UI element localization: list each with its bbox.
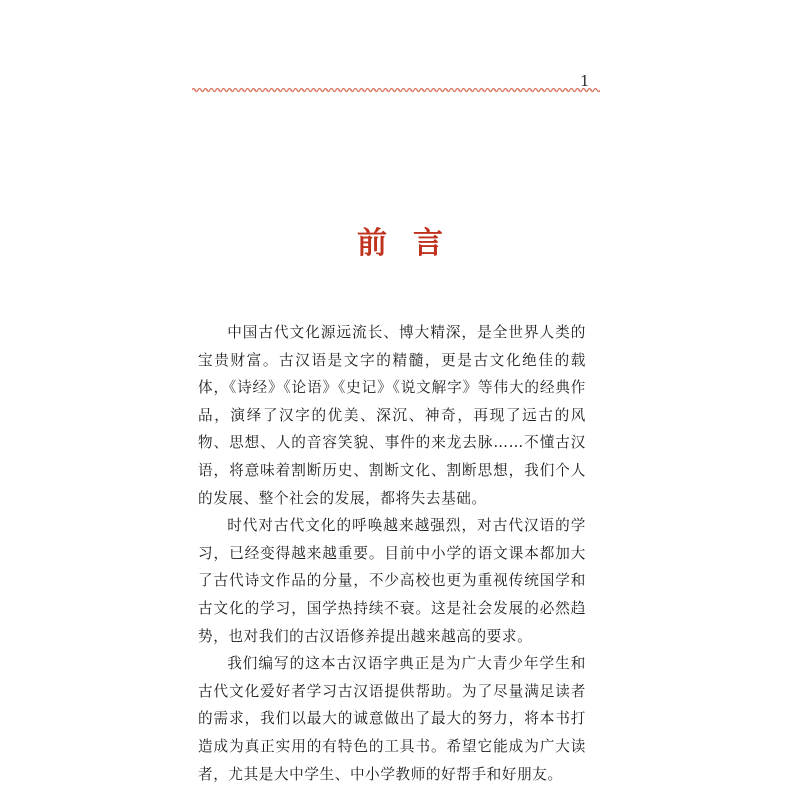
rule-dot	[302, 89, 304, 91]
rule-dot	[542, 89, 544, 91]
rule-dot	[458, 89, 460, 91]
rule-dot	[482, 89, 484, 91]
rule-dot	[314, 89, 316, 91]
page-title: 前言	[357, 226, 469, 262]
rule-dot	[566, 89, 568, 91]
rule-dot	[374, 89, 376, 91]
rule-dot	[218, 89, 220, 91]
rule-dot	[254, 89, 256, 91]
rule-dot	[242, 89, 244, 91]
rule-dot	[326, 89, 328, 91]
rule-dot	[578, 89, 580, 91]
rule-dot	[362, 89, 364, 91]
rule-dot	[506, 89, 508, 91]
paragraph-1: 中国古代文化源远流长、博大精深，是全世界人类的宝贵财富。古汉语是文字的精髓，更是古文化绝佳的载体，《诗经》《论语》《史记》《说文解字》等伟大的经典作品，演绎了汉字的优美、深沉、神奇，再现了远古的风物、思想、人的音容笑貌、事件的来龙去脉……不懂古汉语，将意味着割断历史、割断文化、割断思想，我们个人的发展、整个社会的发展，都将失去基础。	[198, 324, 586, 507]
rule-dot	[230, 89, 232, 91]
rule-dot	[206, 89, 208, 91]
rule-dot	[434, 89, 436, 91]
rule-dot	[554, 89, 556, 91]
rule-dot	[290, 89, 292, 91]
rule-dot	[338, 89, 340, 91]
rule-dot	[398, 89, 400, 91]
rule-dot	[422, 89, 424, 91]
rule-dot	[386, 89, 388, 91]
paragraph-3: 我们编写的这本古汉语字典正是为广大青少年学生和古代文化爱好者学习古汉语提供帮助。为了尽量满足读者的需求，我们以最大的诚意做出了最大的努力，将本书打造成为真正实用的有特色的工具书。希望它能成为广大读者，尤其是大中学生、中小学教师的好帮手和好朋友。	[198, 655, 586, 783]
page-number: 1	[580, 72, 590, 90]
header-decorative-rule	[192, 86, 600, 94]
rule-dot	[194, 89, 196, 91]
rule-dot	[470, 89, 472, 91]
rule-dot	[266, 89, 268, 91]
rule-dot	[590, 89, 592, 91]
paragraph-2: 时代对古代文化的呼唤越来越强烈，对古代汉语的学习，已经变得越来越重要。目前中小学的语文课本都加大了古代诗文作品的分量，不少高校也更为重视传统国学和古文化的学习，国学热持续不衰。这是社会发展的必然趋势，也对我们的古汉语修养提出越来越高的要求。	[198, 517, 586, 645]
preface-body	[198, 319, 586, 788]
rule-dot	[350, 89, 352, 91]
rule-dot	[410, 89, 412, 91]
rule-dot	[446, 89, 448, 91]
rule-dot	[278, 89, 280, 91]
rule-dot	[518, 89, 520, 91]
rule-dot	[530, 89, 532, 91]
wavy-rule-line	[192, 89, 600, 92]
rule-dot	[494, 89, 496, 91]
